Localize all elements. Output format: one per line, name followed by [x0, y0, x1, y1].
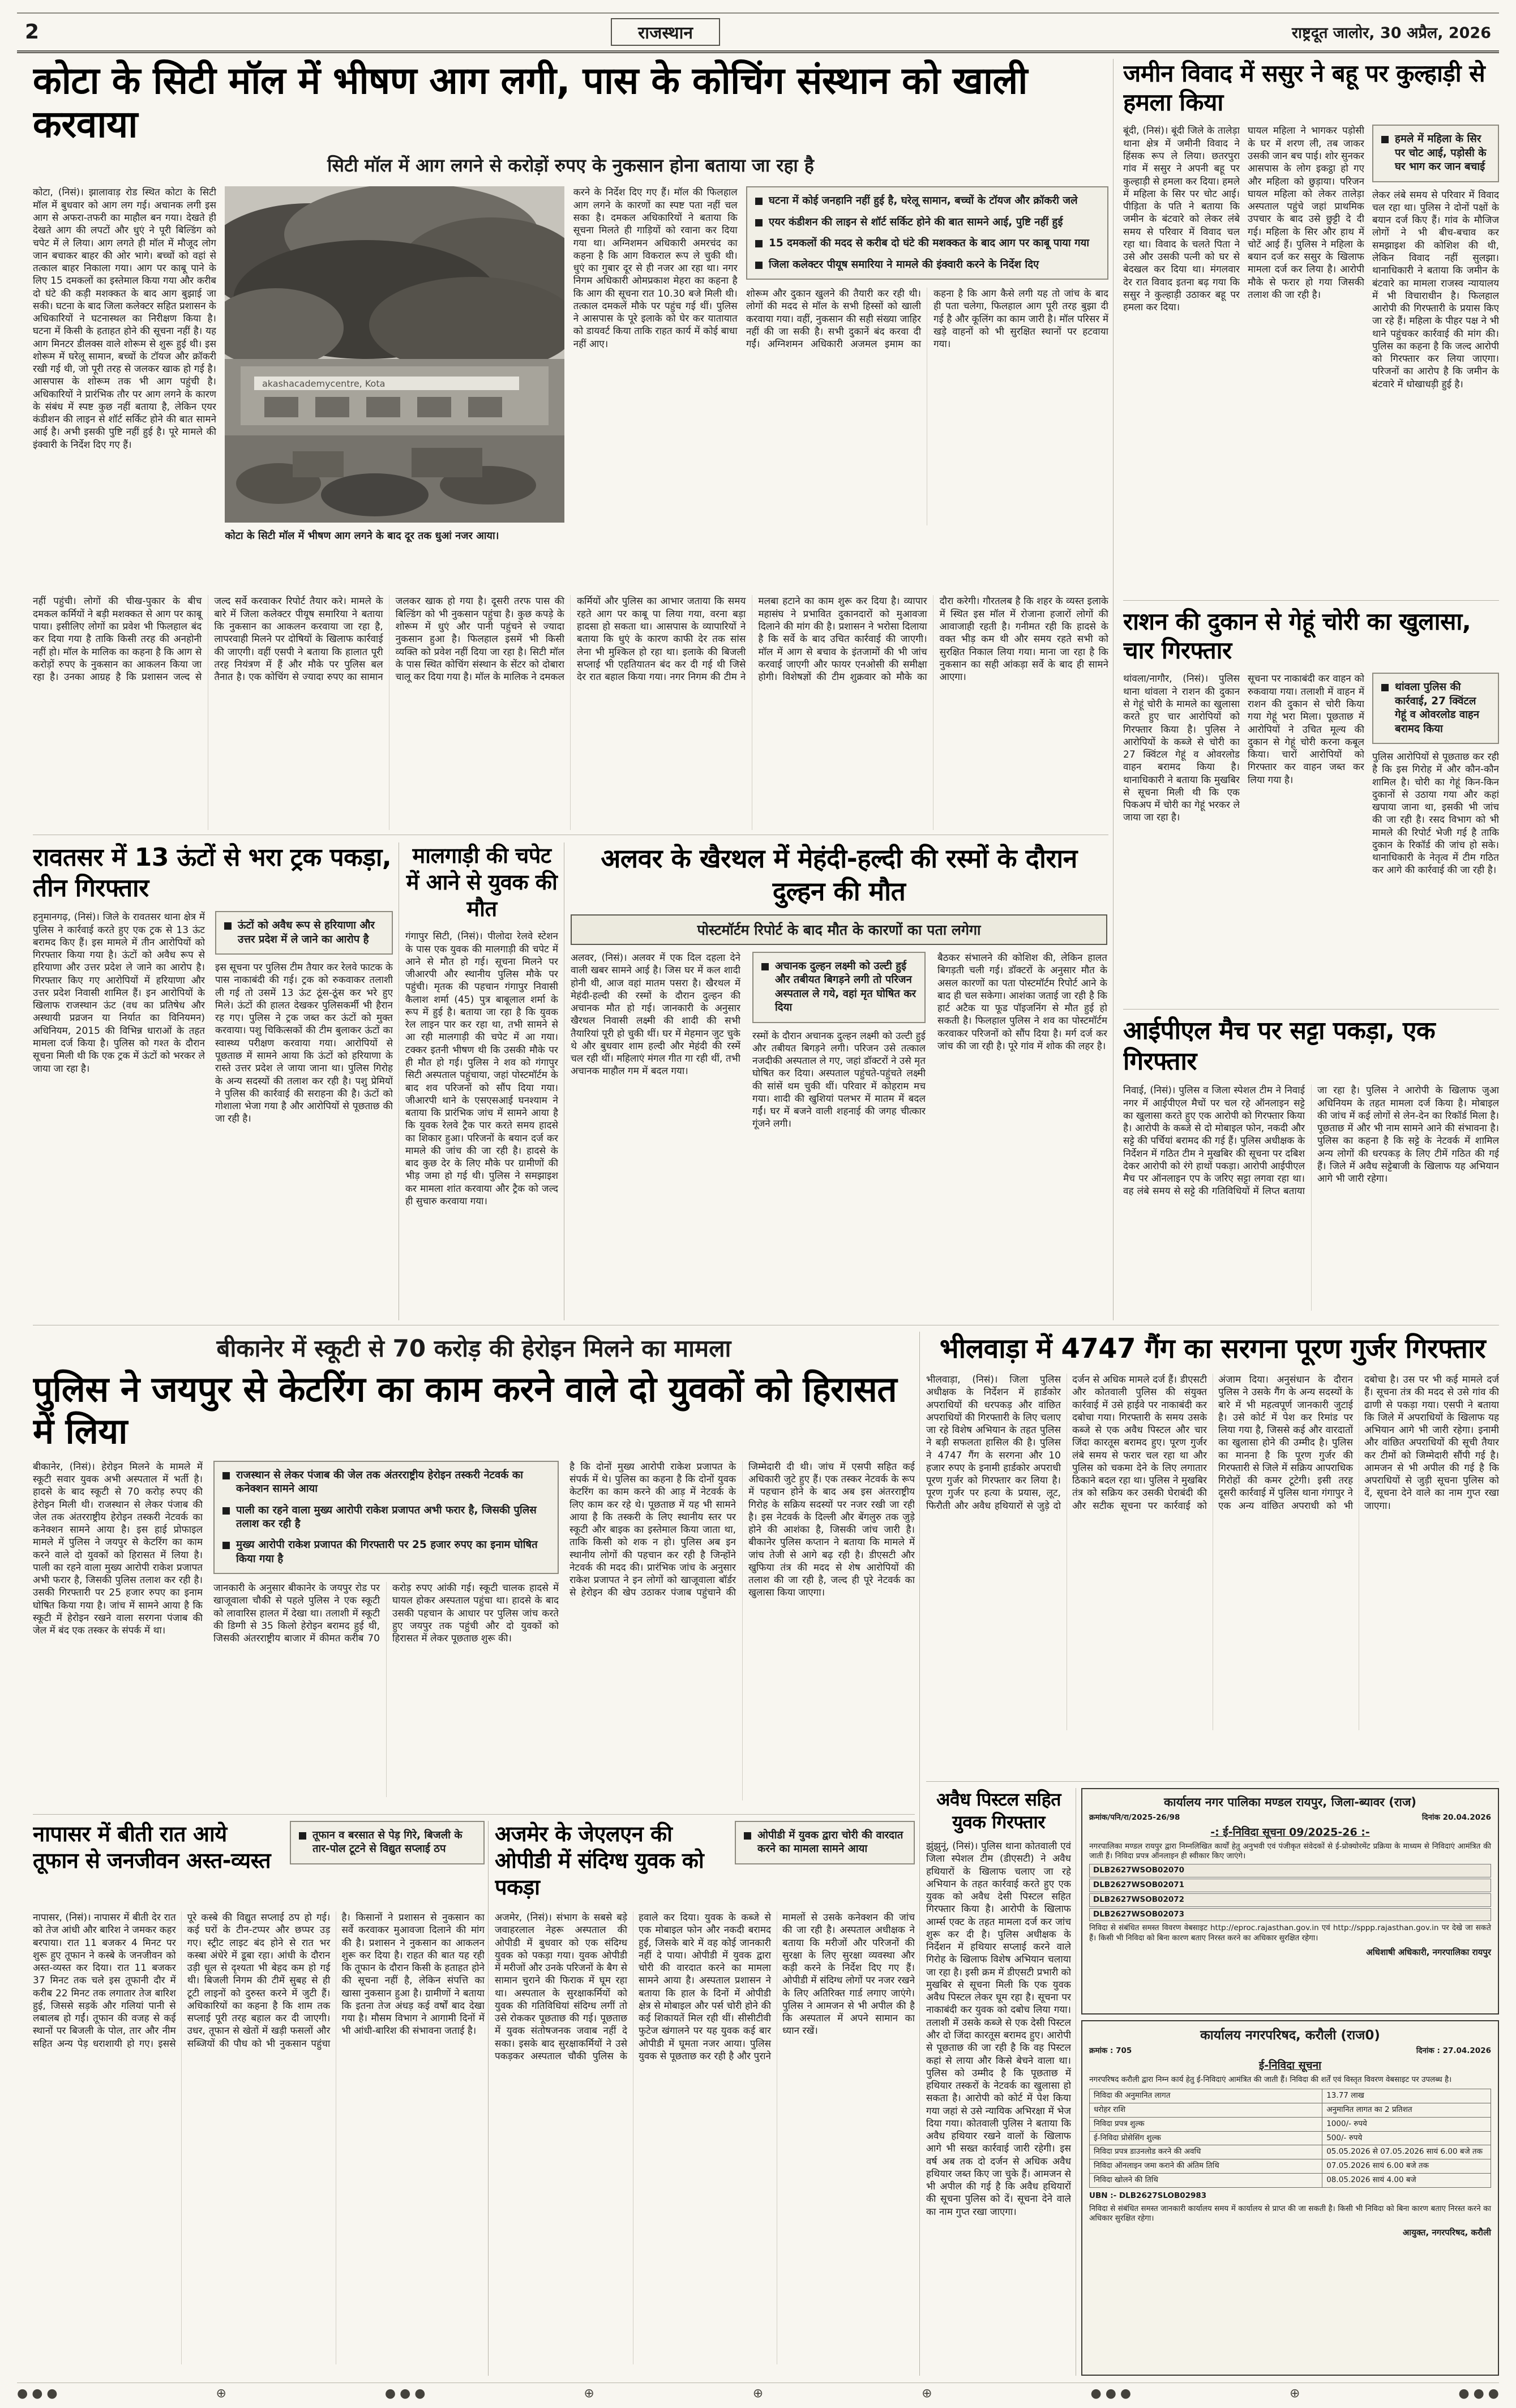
article-storm-napasar	[33, 1821, 485, 2376]
highlight-text: हमले में महिला के सिर पर चोट आई, पड़ोसी के घर भाग कर जान बचाई	[1395, 133, 1487, 173]
notice-date: दिनांक : 27.04.2026	[1416, 2046, 1491, 2056]
article-land-dispute	[1123, 59, 1499, 596]
highlight-text: घटना में कोई जनहानि नहीं हुई है, घरेलू सामान, बच्चों के टॉयज और क्रॉकरी जले	[768, 195, 1078, 207]
registration-mark: ● ● ●	[384, 2386, 426, 2401]
notice-table-value: 07.05.2026 सायं 6.00 बजे तक	[1322, 2159, 1491, 2174]
highlight-text: राजस्थान से लेकर पंजाब की जेल तक अंतरराष्ट्रीय हेरोइन तस्करी नेटवर्क का कनेक्शन सामने आया	[236, 1469, 523, 1495]
edition-date: राष्ट्रदूत जालोर, 30 अप्रैल, 2026	[1291, 24, 1491, 42]
highlight-text: ओपीडी में युवक द्वारा चोरी की वारदात करने का मामला सामने आया	[757, 1829, 903, 1855]
notice-office: कार्यालय नगरपरिषद, करौली (राज0)	[1200, 2028, 1380, 2043]
article-headline: अजमेर के जेएलएन की ओपीडी में संदिग्ध युवक को पकड़ा	[495, 1821, 704, 1900]
article-heroin-case	[33, 1332, 915, 1811]
article-opd-suspect	[495, 1821, 915, 2376]
article-headline: मालगाड़ी की चपेट में आने से युवक की मौत	[406, 843, 558, 922]
registration-mark: ● ● ●	[1458, 2386, 1499, 2401]
column-rule	[919, 1332, 920, 2376]
article-body-columns: नापासर, (निसं)। नापासर में बीती देर रात को तेज आंधी और बारिश ने जमकर कहर बरपाया। रात 11 बजकर 4 मिनट पर शुरू हुए तूफान ने कस्बे के जनजीवन को अस्त-व्यस्त कर दिया। रात 11 बजकर 37 मिनट तक चले इस तूफानी दौर में करीब 22 मिनट तक लगातार तेज बारिश हुई, जिससे सड़कें और गलियां पानी से लबालब हो गईं। तूफान की वजह से कई स्थानों पर बिजली के पोल, तार और नीम सहित अन्य पेड़ धराशायी हो गए। इससे पूरे कस्बे की विद्युत सप्लाई ठप हो गई। कई घरों के टीन-टप्पर और छप्पर उड़ गए। स्ट्रीट लाइट बंद होने से रात भर कस्बा अंधेरे में डूबा रहा। आंधी के दौरान उड़ी धूल से दृश्यता भी बेहद कम हो गई थी। बिजली निगम की टीमें सुबह से ही टूटी लाइनों को दुरुस्त करने में जुटी हैं। अधिकारियों का कहना है कि शाम तक सप्लाई पूरी तरह बहाल कर दी जाएगी। उधर, तूफान से खेतों में खड़ी फसलों और सब्जियों की पौध को भी नुकसान पहुंचा है। किसानों ने प्रशासन से नुकसान का सर्वे करवाकर मुआवजा दिलाने की मांग की है। प्रशासन ने नुकसान का आकलन शुरू कर दिया है। राहत की बात यह रही कि तूफान के दौरान किसी के हताहत होने की सूचना नहीं है, लेकिन संपत्ति का खासा नुकसान हुआ है। ग्रामीणों ने बताया कि इतना तेज अंधड़ कई वर्षों बाद देखा गया है। मौसम विभाग ने आगामी दिनों में भी आंधी-बारिश की संभावना जताई है।	[33, 1912, 485, 2050]
notice-ubn-list	[1089, 1864, 1491, 1921]
article-body-columns: है कि दोनों मुख्य आरोपी राकेश प्रजापत के संपर्क में थे। पुलिस का कहना है कि दोनों युवक केटरिंग का काम करने की आड़ में नेटवर्क के लिए काम कर रहे थे। पूछताछ में यह भी सामने आया है कि तस्करी के लिए स्थानीय स्तर पर स्कूटी और बाइक का इस्तेमाल किया जाता था, ताकि किसी को शक न हो। पुलिस अब इन स्थानीय लोगों की पहचान कर रही है जिन्होंने नेटवर्क की मदद की। प्रारंभिक जांच के अनुसार राकेश प्रजापत ने इन लोगों को खाजूवाला बॉर्डर से हेरोइन की खेप उठाकर पंजाब पहुंचाने की जिम्मेदारी दी थी। जांच में एसपी सहित कई अधिकारी जुटे हुए हैं। एक तस्कर नेटवर्क के रूप में पहचान होने के बाद अब इस अंतरराष्ट्रीय गिरोह के सक्रिय सदस्यों पर नजर रखी जा रही है। इस नेटवर्क के दिल्ली और बेंगलुरु तक जुड़े होने की आशंका है, जिसकी जांच जारी है। बीकानेर पुलिस कप्तान ने बताया कि मामले में जांच तेजी से आगे बढ़ रही है। डीएसटी और खुफिया तंत्र की मदद से शेष आरोपियों की तलाश की जा रही है, जल्द ही पूरे नेटवर्क का खुलासा किया जाएगा।	[569, 1461, 915, 1599]
highlight-item	[755, 258, 1099, 272]
article-body-columns: नहीं पहुंची। लोगों की चीख-पुकार के बीच दमकल कर्मियों ने बड़ी मशक्कत से आग पर काबू पाया। इसीलिए लोगों का प्रवेश भी फिलहाल बंद कर दिया गया है ताकि किसी तरह की अनहोनी नहीं हो। मॉल के मालिक का कहना है कि आग से करोड़ों रुपए के नुकसान का आकलन किया जा रहा है। उनका आग्रह है कि प्रशासन जल्द से जल्द सर्वे करवाकर रिपोर्ट तैयार करे। मामले के बारे में जिला कलेक्टर पीयूष समारिया ने बताया कि नुकसान का आकलन करवाया जा रहा है, लापरवाही मिलने पर दोषियों के खिलाफ कार्रवाई की जाएगी। वहीं एसपी ने बताया कि हालात पूरी तरह नियंत्रण में हैं और मौके पर पुलिस बल तैनात है। एक कोचिंग से ज्यादा रुपए का सामान जलकर खाक हो गया है। दूसरी तरफ पास की बिल्डिंग को भी नुकसान पहुंचा है। कुछ कपड़े के शोरूम में धुएं और पानी पहुंचने से ज्यादा नुकसान हुआ है। फिलहाल इसमें भी किसी व्यक्ति को प्रवेश नहीं दिया जा रहा है। सिटी मॉल के पास स्थित कोचिंग संस्थान के सेंटर को दोबारा चालू कर दिया गया है। मॉल के मालिक ने दमकल कर्मियों और पुलिस का आभार जताया कि समय रहते आग पर काबू पा लिया गया, वरना बड़ा हादसा हो सकता था। आसपास के व्यापारियों ने बताया कि धुएं के कारण काफी देर तक सांस लेना भी मुश्किल हो रहा था। इलाके की बिजली सप्लाई भी एहतियातन बंद कर दी गई थी जिसे देर रात बहाल किया गया। नगर निगम की टीम ने मलबा हटाने का काम शुरू कर दिया है। व्यापार महासंघ ने प्रभावित दुकानदारों को मुआवजा दिलाने की मांग की है। प्रशासन ने भरोसा दिलाया है कि सर्वे के बाद उचित कार्रवाई की जाएगी। मॉल में आग से बचाव के इंतजामों की भी जांच करवाई जाएगी और फायर एनओसी की समीक्षा होगी। विशेषज्ञों की टीम शुक्रवार को मौके का दौरा करेगी। गौरतलब है कि शहर के व्यस्त इलाके में स्थित इस मॉल में रोजाना हजारों लोगों की आवाजाही रहती है। गनीमत रही कि हादसे के वक्त भीड़ कम थी और समय रहते सभी को सुरक्षित निकाल लिया गया। माना जा रहा है कि नुकसान का सही आंकड़ा सर्वे के बाद ही सामने आएगा।	[33, 596, 1108, 683]
highlight-box	[213, 1461, 559, 1574]
article-kicker: बीकानेर में स्कूटी से 70 करोड़ की हेरोइन मिलने का मामला	[216, 1335, 731, 1362]
article-headline: राशन की दुकान से गेहूं चोरी का खुलासा, चार गिरफ्तार	[1123, 608, 1471, 665]
article-headline: कोटा के सिटी मॉल में भीषण आग लगी, पास के कोचिंग संस्थान को खाली करवाया	[33, 59, 1027, 147]
highlight-item	[755, 237, 1099, 250]
notice-title: -: ई-निविदा सूचना 09/2025-26 :-	[1210, 1825, 1370, 1838]
notice-table-value: 1000/- रुपये	[1322, 2117, 1491, 2131]
notice-table-row	[1090, 2145, 1491, 2159]
highlight-text: 15 दमकलों की मदद से करीब दो घंटे की मशक्कत के बाद आग पर काबू पाया गया	[768, 237, 1090, 250]
article-illegal-pistol	[926, 1788, 1071, 2376]
highlight-box	[215, 911, 393, 955]
article-body-column: कोटा, (निसं)। झालावाड़ रोड स्थित कोटा के सिटी मॉल में बुधवार को आग लग गई। अचानक लगी इस आग से अफरा-तफरी का माहौल बन गया। देखते ही देखते आग की लपटों और धुएं ने पूरी बिल्डिंग को चपेट में ले लिया। आग लगते ही मॉल में मौजूद लोग जान बचाकर बाहर की ओर भागे। बच्चों को वहां से तत्काल बाहर निकाला गया। आग पर काबू पाने के लिए 15 दमकलों का इस्तेमाल किया गया और करीब दो घंटे की कड़ी मशक्कत के बाद आग बुझाई जा सकी। घटना के बाद जिला कलेक्टर सहित प्रशासन के अधिकारियों ने घटनास्थल का निरीक्षण किया है। घटना में किसी के हताहत होने की सूचना नहीं है। यह आग मिनटर डीलक्स वाले शोरूम से शुरू हुई थी। इस शोरूम में घरेलू सामान, बच्चों के टॉयज और क्रॉकरी रखी गई थी, जो पूरी तरह से जलकर खाक हो गई है। आसपास के शोरूम तक भी आग पहुंची है। अधिकारियों ने प्रारंभिक तौर पर आग लगने के कारण के संबंध में स्पष्ट कुछ नहीं बताया है, लेकिन एयर कंडीशन की लाइन से शॉर्ट सर्किट होने की बात सामने आई है। अभी इसकी पुष्टि नहीं हुई है। पूरे मामले की इंक्वारी के निर्देश दिए गए हैं।	[33, 187, 216, 451]
square-bullet-icon	[744, 1832, 751, 1840]
notice-table-value: 05.05.2026 से 07.05.2026 सायं 6.00 बजे तक	[1322, 2145, 1491, 2159]
article-headline: पुलिस ने जयपुर से केटरिंग का काम करने वाले दो युवकों को हिरासत में लिया	[33, 1368, 897, 1452]
square-bullet-icon	[755, 219, 763, 226]
photo-caption: कोटा के सिटी मॉल में भीषण आग लगने के बाद दूर तक धुआं नजर आया।	[225, 530, 499, 542]
notice-table-row	[1090, 2131, 1491, 2145]
article-body-column: रस्मों के दौरान अचानक दुल्हन लक्ष्मी को उल्टी हुई और तबीयत बिगड़ने लगी। परिजन उसे तत्काल नजदीकी अस्पताल ले गए, जहां डॉक्टरों ने उसे मृत घोषित कर दिया। अस्पताल पहुंचते-पहुंचते लक्ष्मी की सांसें थम चुकी थीं। परिवार में कोहराम मच गया। शादी की खुशियां पलभर में मातम में बदल गईं। घर में बजने वाली शहनाई की जगह चीत्कार गूंजने लगी।	[752, 1030, 926, 1130]
tender-notice-raipur	[1081, 1788, 1499, 2014]
article-headline: नापासर में बीती रात आये तूफान से जनजीवन अस्त-व्यस्त	[33, 1821, 271, 1874]
article-headline: अवैध पिस्टल सहित युवक गिरफ्तार	[936, 1789, 1061, 1833]
notice-date: दिनांक 20.04.2026	[1421, 1812, 1491, 1822]
notice-ref: क्रमांक : 705	[1089, 2046, 1132, 2056]
highlight-item	[224, 919, 384, 947]
article-headline: भीलवाड़ा में 4747 गैंग का सरगना पूरण गुर्जर गिरफ्तार	[939, 1333, 1486, 1365]
article-body-column: बीकानेर, (निसं)। हेरोइन मिलने के मामले में स्कूटी सवार युवक अभी अस्पताल में भर्ती है। हादसे के बाद स्कूटी से 70 करोड़ रुपए की हेरोइन मिली थी। राजस्थान से लेकर पंजाब की जेल तक अंतरराष्ट्रीय हेरोइन तस्करी नेटवर्क का कनेक्शन सामने आया है। इस हाई प्रोफाइल मामले में पुलिस ने जयपुर से केटरिंग का काम करने वाले दो युवकों को हिरासत में लिया है। पाली का रहने वाला मुख्य आरोपी राकेश प्रजापत अभी फरार है, जिसकी पुलिस तलाश कर रही है। उसकी गिरफ्तारी पर 25 हजार रुपए का इनाम घोषित किया गया है। जांच में सामने आया है कि स्कूटी में हेरोइन रखने वाला सरगना पंजाब की जेल में बंद एक तस्कर के संपर्क में था।	[33, 1461, 203, 1637]
article-subhead: सिटी मॉल में आग लगने से करोड़ों रुपए के नुकसान होना बताया जा रहा है	[327, 155, 814, 177]
notice-table-label: ई-निविदा प्रोसेसिंग शुल्क	[1090, 2131, 1322, 2145]
article-bride-death	[571, 842, 1107, 1320]
registration-mark: ⊕	[1290, 2386, 1300, 2401]
square-bullet-icon	[1381, 136, 1389, 143]
registration-mark: ⊕	[584, 2386, 594, 2401]
article-goods-train-death	[405, 842, 558, 1320]
highlight-text: अचानक दुल्हन लक्ष्मी को उल्टी हुई और तबीयत बिगड़ने लगी तो परिजन अस्पताल ले गये, वहां मृत घोषित कर दिया	[775, 960, 917, 1014]
notice-office: कार्यालय नगर पालिका मण्डल रायपुर, जिला-ब्यावर (राज)	[1164, 1795, 1416, 1809]
article-body-column: हनुमानगढ़, (निसं)। जिले के रावतसर थाना क्षेत्र में पुलिस ने कार्रवाई करते हुए एक ट्रक से 13 ऊंट बरामद किए हैं। इस मामले में तीन आरोपियों को गिरफ्तार किया गया है। ऊंटों को अवैध रूप से हरियाणा और उत्तर प्रदेश ले जाने का आरोप है। गिरफ्तार किए गए आरोपियों में हरियाणा और उत्तर प्रदेश निवासी शामिल हैं। इन आरोपियों के खिलाफ राजस्थान ऊंट (वध का प्रतिषेध और अस्थायी प्रव्रजन या निर्यात का विनियमन) अधिनियम, 2015 की विभिन्न धाराओं के तहत मामला दर्ज किया है। पुलिस को गश्त के दौरान सूचना मिली थी कि एक ट्रक में ऊंटों को भरकर ले जाया जा रहा है।	[33, 912, 205, 1075]
article-body-column: सूचना पर नाकाबंदी कर वाहन को रुकवाया गया। तलाशी में वाहन में राशन की दुकान से चोरी किया गया गेहूं भरा मिला। पूछताछ में आरोपियों ने उचित मूल्य की दुकान से गेहूं चोरी करना कबूल किया। चारों आरोपियों को गिरफ्तार कर वाहन जब्त कर लिया गया है।	[1248, 673, 1364, 786]
notice-table-value: 13.77 लाख	[1322, 2089, 1491, 2103]
page-header	[17, 12, 1499, 53]
article-body-column: पुलिस आरोपियों से पूछताछ कर रही है कि इस गिरोह में और कौन-कौन शामिल है। चोरी का गेहूं किन-किन दुकानों से उठाया गया और कहां खपाया जाना था, इसकी भी जांच की जा रही है। रसद विभाग को भी मामले की रिपोर्ट भेजी गई है ताकि दुकान के रिकॉर्ड की जांच हो सके। थानाधिकारी के नेतृत्व में टीम गठित कर आगे की कार्रवाई की जा रही है।	[1372, 751, 1499, 876]
highlight-text: जिला कलेक्टर पीयूष समारिया ने मामले की इंक्वारी करने के निर्देश दिए	[768, 258, 1039, 271]
notice-table-row	[1090, 2103, 1491, 2117]
notice-table-label: निविदा की अनुमानित लागत	[1090, 2089, 1322, 2103]
tender-notice-karauli	[1081, 2020, 1499, 2376]
notice-table-label: निविदा ऑनलाइन जमा कराने की अंतिम तिथि	[1090, 2159, 1322, 2174]
square-bullet-icon	[299, 1832, 306, 1840]
article-body-column: इस सूचना पर पुलिस टीम तैयार कर रेलवे फाटक के पास नाकाबंदी की गई। ट्रक को रुकवाकर तलाशी ली गई तो उसमें 13 ऊंट ठूंस-ठूंस कर भरे हुए मिले। ऊंटों की हालत देखकर पुलिसकर्मी भी हैरान रह गए। पुलिस ने ट्रक जब्त कर ऊंटों को मुक्त करवाया। पशु चिकित्सकों की टीम बुलाकर ऊंटों का स्वास्थ्य परीक्षण करवाया गया। आरोपियों से पूछताछ में सामने आया कि ऊंटों को हरियाणा के रास्ते उत्तर प्रदेश ले जाया जाना था। पुलिस गिरोह के अन्य सदस्यों की तलाश कर रही है। पशु प्रेमियों ने पुलिस की कार्रवाई की सराहना की है। ऊंटों को गोशाला भेजा गया है और आरोपियों से पूछताछ की जा रही है।	[215, 962, 393, 1125]
square-bullet-icon	[222, 1542, 230, 1549]
registration-mark: ● ● ●	[17, 2386, 58, 2401]
article-body-column: अलवर, (निसं)। अलवर में एक दिल दहला देने वाली खबर सामने आई है। जिस घर में कल शादी होनी थी, आज वहां मातम पसरा है। खैरथल में मेहंदी-हल्दी की रस्मों के दौरान दुल्हन की अचानक मौत हो गई। जानकारी के अनुसार खैरथल निवासी लक्ष्मी की शादी की सभी तैयारियां पूरी हो चुकी थीं। घर में मेहमान जुट चुके थे और बुधवार शाम हल्दी और मेहंदी की रस्में चल रही थीं। महिलाएं मंगल गीत गा रही थीं, तभी अचानक माहौल गम में बदल गया।	[571, 952, 740, 1077]
highlight-box	[290, 1821, 485, 1864]
highlight-text: एयर कंडीशन की लाइन से शॉर्ट सर्किट होने की बात सामने आई, पुष्टि नहीं हुई	[768, 216, 1063, 228]
article-kota-fire	[33, 59, 1108, 830]
highlight-item	[222, 1504, 550, 1532]
notice-table-value: 08.05.2026 सायं 4.00 बजे	[1322, 2173, 1491, 2187]
article-ration-theft	[1123, 607, 1499, 1003]
notice-table-label: निविदा खोलने की तिथि	[1090, 2173, 1322, 2187]
square-bullet-icon	[755, 262, 763, 269]
fire-smoke-photo	[225, 186, 564, 523]
article-body-column: झुंझुनूं, (निसं)। पुलिस थाना कोतवाली एवं जिला स्पेशल टीम (डीएसटी) ने अवैध हथियारों के खिलाफ चलाए जा रहे अभियान के तहत कार्रवाई करते हुए एक युवक को अवैध देसी पिस्टल सहित गिरफ्तार किया है। आरोपी के खिलाफ आर्म्स एक्ट के तहत मामला दर्ज कर जांच शुरू कर दी है। पुलिस अधीक्षक के निर्देशन में हथियार सप्लाई करने वाले गिरोह के खिलाफ विशेष अभियान चलाया जा रहा है। इसी क्रम में डीएसटी प्रभारी को मुखबिर से सूचना मिली कि एक युवक अवैध पिस्टल लेकर घूम रहा है। सूचना पर नाकाबंदी कर युवक को दबोच लिया गया। तलाशी में उसके कब्जे से एक देसी पिस्टल और दो जिंदा कारतूस बरामद हुए। आरोपी से पूछताछ की जा रही है कि वह पिस्टल कहां से लाया और किसे बेचने वाला था। पुलिस को उम्मीद है कि पूछताछ में हथियार तस्करों के नेटवर्क का खुलासा हो सकता है। आरोपी को कोर्ट में पेश किया गया जहां से उसे न्यायिक अभिरक्षा में भेज दिया गया। कोतवाली पुलिस ने बताया कि अवैध हथियार रखने वालों के खिलाफ आगे भी सख्त कार्रवाई जारी रहेगी। इस वर्ष अब तक दो दर्जन से अधिक अवैध हथियार जब्त किए जा चुके हैं। आमजन से भी अपील की गई है कि अवैध हथियारों की सूचना पुलिस को दें। सूचना देने वाले का नाम गुप्त रखा जाएगा।	[926, 1841, 1071, 2218]
notice-signature: अधिशाषी अधिकारी, नगरपालिका रायपुर	[1366, 1947, 1491, 1958]
notice-terms: निविदा से संबंधित समस्त जानकारी कार्यालय समय में कार्यालय से प्राप्त की जा सकती है। किसी भी निविदा को बिना कारण बताए निरस्त करने का अधिकार सुरक्षित रहेगा।	[1089, 2204, 1491, 2223]
highlight-item	[299, 1829, 476, 1857]
section-title: राजस्थान	[611, 18, 720, 46]
notice-table-label: धरोहर राशि	[1090, 2103, 1322, 2117]
square-bullet-icon	[222, 1507, 230, 1515]
notice-ref: क्रमांक/पनि/रा/2025-26/98	[1089, 1812, 1180, 1822]
notice-terms: निविदा से संबंधित समस्त विवरण वेबसाइट http://eproc.rajasthan.gov.in एवं http://sppp.rajasthan.gov.in पर देखे जा सकते हैं। किसी भी निविदा को बिना कारण बताए निरस्त करने का अधिकार सुरक्षित रहेगा।	[1089, 1923, 1491, 1943]
news-photo	[225, 186, 564, 586]
highlight-box	[1372, 673, 1499, 744]
square-bullet-icon	[755, 198, 763, 205]
highlight-item	[744, 1829, 906, 1857]
article-body-columns: निवाई, (निसं)। पुलिस व जिला स्पेशल टीम ने निवाई नगर में आईपीएल मैचों पर चल रहे ऑनलाइन सट्टे का खुलासा करते हुए एक आरोपी को गिरफ्तार किया है। आरोपी के कब्जे से दो मोबाइल फोन, नकदी और सट्टे की पर्चियां बरामद की गई हैं। पुलिस अधीक्षक के निर्देशन में गठित टीम ने मुखबिर की सूचना पर दबिश देकर आरोपी को रंगे हाथों पकड़ा। आरोपी आईपीएल मैच पर ऑनलाइन एप के जरिए सट्टा लगवा रहा था। वह लंबे समय से सट्टे की गतिविधियों में लिप्त बताया जा रहा है। पुलिस ने आरोपी के खिलाफ जुआ अधिनियम के तहत मामला दर्ज किया है। मोबाइल की जांच में कई लोगों से लेन-देन का रिकॉर्ड मिला है। पूछताछ में और भी नाम सामने आने की संभावना है। पुलिस का कहना है कि सट्टे के नेटवर्क में शामिल अन्य लोगों की धरपकड़ के लिए टीमें गठित की गई हैं। जिले में अवैध सट्टेबाजी के खिलाफ यह अभियान आगे भी जारी रहेगा।	[1123, 1085, 1499, 1197]
article-camel-truck	[33, 842, 393, 1320]
registration-mark: ● ● ●	[1090, 2386, 1132, 2401]
square-bullet-icon	[755, 240, 763, 247]
notice-table-row	[1090, 2117, 1491, 2131]
highlight-box	[752, 952, 926, 1023]
column-rule	[1113, 59, 1114, 1320]
article-body-column: गंगापुर सिटी, (निसं)। पीलोदा रेलवे स्टेशन के पास एक युवक की मालगाड़ी की चपेट में आने से मौत हो गई। सूचना मिलने पर जीआरपी और स्थानीय पुलिस मौके पर पहुंची। मृतक की पहचान गंगापुर निवासी कैलाश शर्मा (45) पुत्र बाबूलाल शर्मा के रूप में हुई है। बताया जा रहा है कि युवक रेल लाइन पार कर रहा था, तभी सामने से आ रही मालगाड़ी की चपेट में आ गया। टक्कर इतनी भीषण थी कि उसकी मौके पर ही मौत हो गई। पुलिस ने शव को गंगापुर सिटी अस्पताल पहुंचाया, जहां पोस्टमॉर्टम के बाद शव परिजनों को सौंप दिया गया। जीआरपी थाने के एसएसआई घनश्याम ने बताया कि प्रारंभिक जांच में सामने आया है कि युवक रेलवे ट्रैक पार करते समय हादसे का शिकार हुआ। परिजनों के बयान दर्ज कर मामले की जांच की जा रही है। हादसे के बाद कुछ देर के लिए मौके पर ग्रामीणों की भीड़ जमा हो गई थी। पुलिस ने समझाइश कर मामला शांत करवाया और ट्रैक को जल्द ही सुचारु करवाया गया।	[405, 931, 558, 1207]
notice-table-value: 500/- रुपये	[1322, 2131, 1491, 2145]
highlight-text: पाली का रहने वाला मुख्य आरोपी राकेश प्रजापत अभी फरार है, जिसकी पुलिस तलाश कर रही है	[236, 1504, 537, 1530]
highlight-item	[222, 1538, 550, 1566]
highlight-item	[222, 1469, 550, 1496]
notice-intro: नगरपालिका मण्डल रायपुर द्वारा निम्नलिखित कार्यों हेतु अनुभवी एवं पंजीकृत संवेदकों से ई-प्रोक्योरमेंट प्रक्रिया के माध्यम से निविदाएं आमंत्रित की जाती हैं। निविदा प्रपत्र ऑनलाइन ही स्वीकार किए जाएंगे।	[1089, 1841, 1491, 1861]
column-rule	[488, 1821, 489, 2376]
square-bullet-icon	[224, 922, 232, 930]
highlight-item	[1381, 681, 1490, 736]
section-rule	[1123, 600, 1499, 601]
article-headline: जमीन विवाद में ससुर ने बहू पर कुल्हाड़ी से हमला किया	[1123, 59, 1485, 117]
square-bullet-icon	[761, 963, 769, 970]
square-bullet-icon	[222, 1472, 230, 1479]
section-rule	[926, 1781, 1499, 1782]
notice-ubn: UBN :- DLB2627SLOB02983	[1089, 2191, 1207, 2200]
article-headline: अलवर के खैरथल में मेहंदी-हल्दी की रस्मों के दौरान दुल्हन की मौत	[601, 843, 1077, 906]
highlight-text: तूफान व बरसात से पेड़ गिरे, बिजली के तार-पोल टूटने से विद्युत सप्लाई ठप	[312, 1829, 462, 1855]
highlight-text: थांवला पुलिस की कार्रवाई, 27 क्विंटल गेहूं व ओवरलोड वाहन बरामद किया	[1395, 681, 1480, 735]
article-strap: पोस्टमॉर्टम रिपोर्ट के बाद मौत के कारणों का पता लगेगा	[571, 914, 1107, 945]
article-headline: रावतसर में 13 ऊंटों से भरा ट्रक पकड़ा, तीन गिरफ्तार	[33, 843, 392, 903]
article-body-column: बूंदी, (निसं)। बूंदी जिले के तालेड़ा थाना क्षेत्र में जमीनी विवाद ने हिंसक रूप ले लिया। छतरपुरा गांव में ससुर ने अपनी बहू पर कुल्हाड़ी से हमला कर दिया। हमले में महिला के सिर पर चोट आई। पीड़िता के पति ने बताया कि जमीन के बंटवारे को लेकर लंबे समय से परिवार में विवाद चल रहा था। विवाद के चलते पिता ने उसे और उसकी पत्नी को घर से बेदखल कर दिया था। मंगलवार देर रात विवाद इतना बढ़ गया कि ससुर ने कुल्हाड़ी उठाकर बहू पर हमला कर दिया।	[1123, 125, 1240, 314]
section-rule	[1123, 1009, 1499, 1010]
notice-title: ई-निविदा सूचना	[1258, 2059, 1322, 2072]
highlight-text: मुख्य आरोपी राकेश प्रजापत की गिरफ्तारी पर 25 हजार रुपए का इनाम घोषित किया गया है	[236, 1539, 538, 1565]
notice-ubn: DLB2627WSOB02070	[1089, 1864, 1491, 1877]
article-body-column: घायल महिला ने भागकर पड़ोसी के घर में शरण ली, तब जाकर उसकी जान बच पाई। शोर सुनकर आसपास के लोग इकट्ठा हो गए और महिला को छुड़ाया। परिजन घायल महिला को लेकर तालेड़ा अस्पताल पहुंचे जहां प्राथमिक उपचार के बाद उसे छुट्टी दे दी गई। महिला के सिर और हाथ में चोटें आई हैं। पुलिस ने महिला के बयान दर्ज कर ससुर के खिलाफ मामला दर्ज कर लिया है। आरोपी मौके से फरार हो गया जिसकी तलाश की जा रही है।	[1248, 125, 1364, 301]
article-body-column: लेकर लंबे समय से परिवार में विवाद चल रहा था। पुलिस ने दोनों पक्षों के बयान दर्ज किए हैं। गांव के मौजिज लोगों ने भी बीच-बचाव कर समझाइश की कोशिश की थी, लेकिन विवाद नहीं सुलझा। थानाधिकारी ने बताया कि जमीन के बंटवारे का मामला राजस्व न्यायालय में भी विचाराधीन है। फिलहाल आरोपी की गिरफ्तारी के प्रयास किए जा रहे हैं। महिला के पीहर पक्ष ने भी थाने पहुंचकर कार्रवाई की मांग की। पुलिस का कहना है कि जल्द आरोपी को गिरफ्तार कर लिया जाएगा। परिजनों का आरोप है कि जमीन के बंटवारे में धोखाधड़ी हुई है।	[1372, 189, 1499, 390]
notice-signature: आयुक्त, नगरपरिषद, करौली	[1402, 2227, 1491, 2238]
highlight-item	[1381, 132, 1490, 174]
notice-table-label: निविदा प्रपत्र डाउनलोड करने की अवधि	[1090, 2145, 1322, 2159]
article-gang-leader-arrest	[926, 1332, 1499, 1778]
article-body-columns: शोरूम और दुकान खुलने की तैयारी कर रही थी। लोगों की मदद से मॉल के सभी हिस्सों को खाली करवाया गया। वहीं, नुकसान की सही संख्या जाहिर नहीं की जा सकी है। सभी दुकानें बंद करवा दी गईं। अग्निशमन अधिकारी अजमल इमाम का कहना है कि आग कैसे लगी यह तो जांच के बाद ही पता चलेगा, फिलहाल आग पूरी तरह बुझा दी गई है और कूलिंग का काम जारी है। मॉल परिसर में खड़े वाहनों को भी सुरक्षित स्थानों पर हटवाया गया।	[746, 288, 1108, 350]
registration-mark: ⊕	[752, 2386, 764, 2401]
notice-table-value: अनुमानित लागत का 2 प्रतिशत	[1322, 2103, 1491, 2117]
article-body-columns: जानकारी के अनुसार बीकानेर के जयपुर रोड पर खाजूवाला चौकी से पहले पुलिस ने एक स्कूटी को लावारिस हालत में देखा था। तलाशी में स्कूटी की डिग्गी से 35 किलो हेरोइन बरामद हुई थी, जिसकी अंतरराष्ट्रीय बाजार में कीमत करीब 70 करोड़ रुपए आंकी गई। स्कूटी चालक हादसे में घायल होकर अस्पताल पहुंचा था। हादसे के बाद उसकी पहचान के आधार पर पुलिस जांच करते हुए जयपुर तक पहुंची और दो युवकों को हिरासत में लेकर पूछताछ शुरू की।	[213, 1582, 559, 1645]
registration-mark: ⊕	[922, 2386, 932, 2401]
article-ipl-betting	[1123, 1016, 1499, 1320]
highlight-box	[746, 186, 1108, 280]
photo-signage-text: akashacademycentre, Kota	[262, 378, 386, 390]
notice-intro: नगरपरिषद करौली द्वारा निम्न कार्य हेतु ई-निविदाएं आमंत्रित की जाती हैं। निविदा की शर्तें एवं विस्तृत विवरण वेबसाइट पर उपलब्ध है।	[1089, 2075, 1452, 2085]
notice-ubn: DLB2627WSOB02071	[1089, 1879, 1491, 1892]
page-number: 2	[25, 20, 40, 44]
square-bullet-icon	[1381, 684, 1389, 691]
page-footer	[17, 2383, 1499, 2401]
notice-table-label: निविदा प्रपत्र शुल्क	[1090, 2117, 1322, 2131]
notice-table-row	[1090, 2173, 1491, 2187]
article-body-columns: अजमेर, (निसं)। संभाग के सबसे बड़े जवाहरलाल नेहरू अस्पताल की ओपीडी में बुधवार को एक संदिग्ध युवक को पकड़ा गया। युवक ओपीडी में मरीजों और उनके परिजनों के बैग से सामान चुराने की फिराक में घूम रहा था। अस्पताल के सुरक्षाकर्मियों को युवक की गतिविधियां संदिग्ध लगीं तो उसे रोककर पूछताछ की गई। पूछताछ में युवक संतोषजनक जवाब नहीं दे सका। इसके बाद सुरक्षाकर्मियों ने उसे पकड़कर अस्पताल चौकी पुलिस के हवाले कर दिया। युवक के कब्जे से एक मोबाइल फोन और नकदी बरामद हुई, जिसके बारे में वह कोई जानकारी नहीं दे पाया। ओपीडी में युवक द्वारा चोरी की वारदात करने का मामला सामने आया है। अस्पताल प्रशासन ने बताया कि हाल के दिनों में ओपीडी क्षेत्र से मोबाइल और पर्स चोरी होने की कई शिकायतें मिल रही थीं। सीसीटीवी फुटेज खंगालने पर यह युवक कई बार ओपीडी में घूमता नजर आया। पुलिस युवक से पूछताछ कर रही है और पुराने मामलों से उसके कनेक्शन की जांच की जा रही है। अस्पताल अधीक्षक ने बताया कि मरीजों और परिजनों की सुरक्षा के लिए सुरक्षा व्यवस्था और कड़ी करने के निर्देश दिए गए हैं। ओपीडी में संदिग्ध लोगों पर नजर रखने के लिए अतिरिक्त गार्ड लगाए जाएंगे। पुलिस ने आमजन से भी अपील की है कि अस्पताल में अपने सामान का ध्यान रखें।	[495, 1912, 915, 2062]
notice-table	[1089, 2089, 1491, 2188]
article-body-column: बैठकर संभालने की कोशिश की, लेकिन हालत बिगड़ती चली गई। डॉक्टरों के अनुसार मौत के असल कारणों का पता पोस्टमॉर्टम रिपोर्ट आने के बाद ही चल सकेगा। आशंका जताई जा रही है कि हार्ट अटैक या फूड पॉइजनिंग से मौत हुई हो सकती है। फिलहाल पुलिस ने शव का पोस्टमॉर्टम करवाकर परिजनों को सौंप दिया है। मर्ग दर्ज कर जांच की जा रही है। पूरे गांव में शोक की लहर है।	[937, 952, 1107, 1052]
highlight-item	[755, 194, 1099, 208]
notice-ubn: DLB2627WSOB02072	[1089, 1893, 1491, 1907]
article-body-column: थांवला/नागौर, (निसं)। पुलिस थाना थांवला ने राशन की दुकान से गेहूं चोरी के मामले का खुलासा करते हुए चार आरोपियों को गिरफ्तार किया है। पुलिस ने आरोपियों के कब्जे से चोरी का 27 क्विंटल गेहूं व ओवरलोड वाहन बरामद किया है। थानाधिकारी ने बताया कि मुखबिर से सूचना मिली थी कि एक पिकअप में चोरी का गेहूं भरकर ले जाया जा रहा है।	[1123, 673, 1240, 824]
article-body-columns: भीलवाड़ा, (निसं)। जिला पुलिस अधीक्षक के निर्देशन में हार्डकोर अपराधियों की धरपकड़ और वांछित अपराधियों की गिरफ्तारी के लिए चलाए जा रहे विशेष अभियान के तहत पुलिस ने बड़ी सफलता हासिल की है। पुलिस ने 4747 गैंग के सरगना और 10 हजार रुपए के इनामी हार्डकोर अपराधी पूरण गुर्जर को गिरफ्तार कर लिया है। पूरण गुर्जर पर हत्या के प्रयास, लूट, फिरौती और अवैध हथियारों से जुड़े दो दर्जन से अधिक मामले दर्ज हैं। डीएसटी और कोतवाली पुलिस की संयुक्त कार्रवाई में उसे हाईवे पर नाकाबंदी कर दबोचा गया। गिरफ्तारी के समय उसके कब्जे से एक अवैध पिस्टल और चार जिंदा कारतूस बरामद हुए। पूरण गुर्जर लंबे समय से फरार चल रहा था और पुलिस को चकमा देने के लिए लगातार ठिकाने बदल रहा था। पुलिस ने मुखबिर तंत्र को सक्रिय कर उसकी घेराबंदी की और सटीक सूचना पर कार्रवाई को अंजाम दिया। अनुसंधान के दौरान पुलिस ने उसके गैंग के अन्य सदस्यों के बारे में भी महत्वपूर्ण जानकारी जुटाई है। उसे कोर्ट में पेश कर रिमांड पर लिया गया है, जिससे कई और वारदातों का खुलासा होने की उम्मीद है। पुलिस का मानना है कि पूरण गुर्जर की गिरफ्तारी से जिले में सक्रिय आपराधिक गिरोहों की कमर टूटेगी। इसी तरह दूसरी कार्रवाई में पुलिस थाना गंगापुर ने एक अन्य वांछित अपराधी को भी दबोचा है। उस पर भी कई मामले दर्ज हैं। सूचना तंत्र की मदद से उसे गांव की ढाणी से पकड़ा गया। एसपी ने बताया कि जिले में अपराधियों के खिलाफ यह अभियान आगे भी जारी रहेगा। इनामी और वांछित अपराधियों की सूची तैयार कर टीमों को जिम्मेदारी सौंपी गई है। आमजन से भी अपील की गई है कि अपराधियों से जुड़ी सूचना पुलिस को दें, सूचना देने वाले का नाम गुप्त रखा जाएगा।	[926, 1374, 1499, 1512]
notice-table-row	[1090, 2159, 1491, 2174]
registration-mark: ⊕	[216, 2386, 226, 2401]
notice-ubn: DLB2627WSOB02073	[1089, 1908, 1491, 1922]
highlight-item	[755, 216, 1099, 229]
section-rule	[33, 1814, 915, 1815]
highlight-text: ऊंटों को अवैध रूप से हरियाणा और उत्तर प्रदेश में ले जाने का आरोप है	[238, 919, 375, 946]
article-body-column: करने के निर्देश दिए गए हैं। मॉल की फिलहाल आग लगने के कारणों का स्पष्ट पता नहीं चल सका है। दमकल अधिकारियों ने बताया कि सूचना मिलते ही गाड़ियों को रवाना कर दिया गया था। अग्निशमन अधिकारी अमरचंद का कहना है कि आग विकराल रूप ले चुकी थी। धुएं का गुबार दूर से ही नजर आ रहा था। नगर निगम अधिकारी ओमप्रकाश मेहरा का कहना है कि आग की सूचना रात 10.30 बजे मिली थी। तत्काल दमकलें मौके पर पहुंच गई थीं। पुलिस ने आसपास के पूरे इलाके को घेर कर यातायात को डायवर्ट किया ताकि राहत कार्य में कोई बाधा नहीं आए।	[573, 187, 738, 350]
highlight-box	[735, 1821, 915, 1864]
article-headline: आईपीएल मैच पर सट्टा पकड़ा, एक गिरफ्तार	[1123, 1016, 1436, 1076]
notice-table-row	[1090, 2089, 1491, 2103]
highlight-item	[761, 960, 917, 1015]
highlight-box	[1372, 125, 1499, 182]
